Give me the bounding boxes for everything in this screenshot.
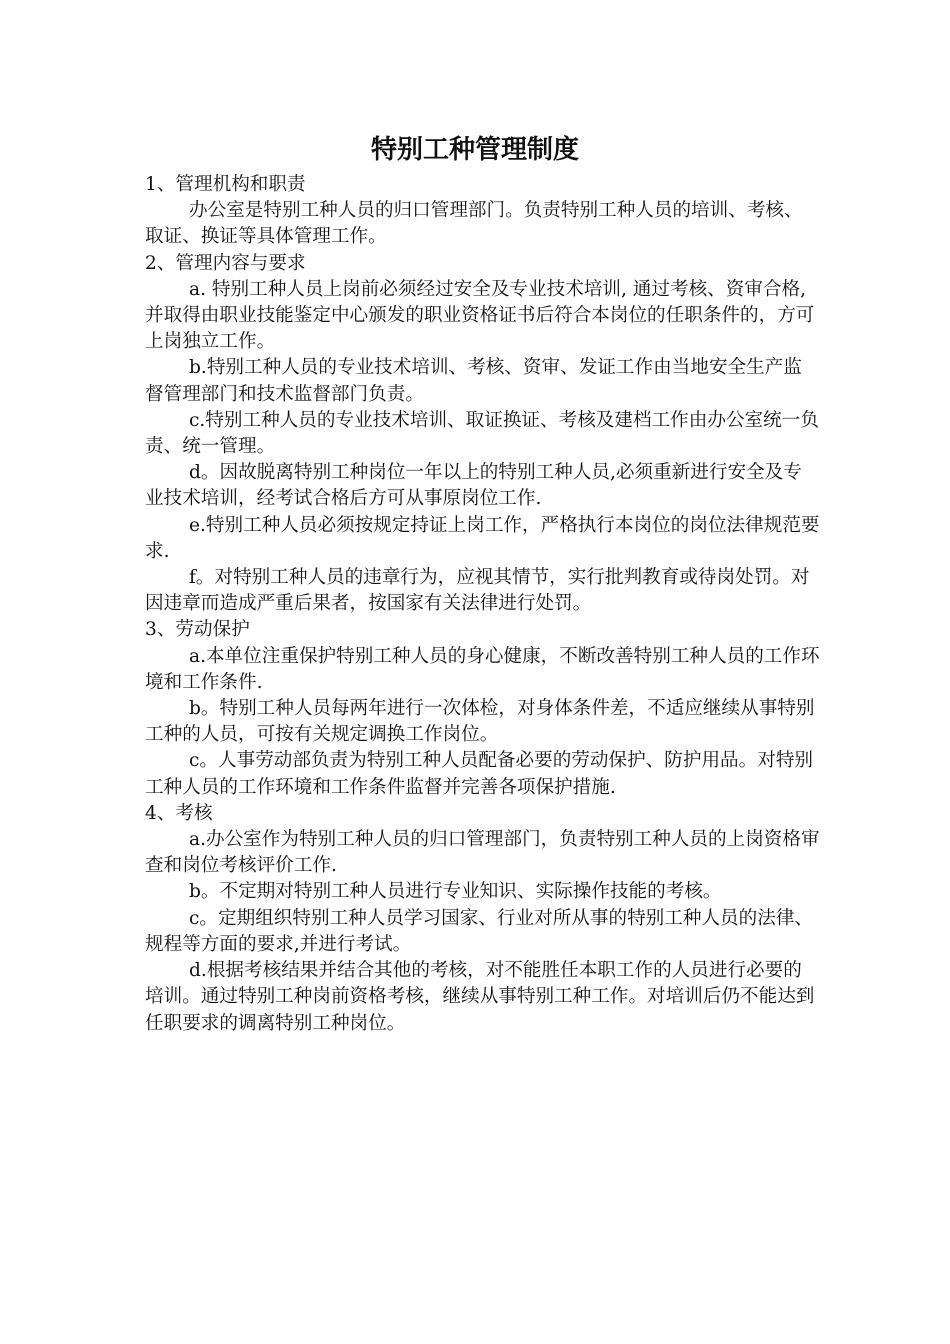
section-4-paragraph-b: b。不定期对特别工种人员进行专业知识、实际操作技能的考核。 [189,881,722,903]
section-2-paragraph-c: c.特别工种人员的专业技术培训、取证换证、考核及建档工作由办公室统一负责、统一管理。 [145,409,819,458]
section-heading-1: 1、管理机构和职责 [145,174,306,195]
section-4-paragraph-d: d.根据考核结果并结合其他的考核，对不能胜任本职工作的人员进行必要的培训。通过特别工种岗前资格考核，继续从事特别工种工作。对培训后仍不能达到任职要求的调离特别工种岗位。 [145,960,815,1034]
section-2-paragraph-d: d。因故脱离特别工种岗位一年以上的特别工种人员,必须重新进行安全及专业技术培训，经考试合格后方可从事原岗位工作. [145,462,802,510]
document-title: 特别工种管理制度 [370,135,579,165]
section-heading-3: 3、劳动保护 [145,619,250,641]
section-4-paragraph-c: c。定期组织特别工种人员学习国家、行业对所从事的特别工种人员的法律、规程等方面的要求,并进行考试。 [145,907,814,955]
section-heading-4: 4、考核 [145,802,213,824]
section-heading-2: 2、管理内容与要求 [145,252,306,274]
section-1-paragraph-1: 办公室是特别工种人员的归口管理部门。负责特别工种人员的培训、考核、取证、换证等具体管理工作。 [145,200,803,248]
section-2-paragraph-a: a. 特别工种人员上岗前必须经过安全及专业技术培训, 通过考核、资审合格, 并取得由职业技能鉴定中心颁发的职业资格证书后符合本岗位的任职条件的，方可上岗独立工作。 [145,278,815,353]
section-3-paragraph-c: c。人事劳动部负责为特别工种人员配备必要的劳动保护、防护用品。对特别工种人员的工作环境和工作条件监督并完善各项保护措施. [145,750,814,798]
section-3-paragraph-b: b。特别工种人员每两年进行一次体检，对身体条件差，不适应继续从事特别工种的人员，可按有关规定调换工作岗位。 [145,698,815,746]
document-body [145,172,820,1037]
section-2-paragraph-b: b.特别工种人员的专业技术培训、考核、资审、发证工作由当地安全生产监督管理部门和技术监督部门负责。 [145,357,802,405]
section-4-paragraph-a: a.办公室作为特别工种人员的归口管理部门，负责特别工种人员的上岗资格审查和岗位考核评价工作. [145,829,820,877]
section-2-paragraph-f: f。对特别工种人员的违章行为，应视其情节，实行批判教育或待岗处罚。对因违章而造成严重后果者，按国家有关法律进行处罚。 [145,567,810,615]
section-2-paragraph-e: e.特别工种人员必须按规定持证上岗工作，严格执行本岗位的岗位法律规范要求. [145,514,820,562]
section-3-paragraph-a: a.本单位注重保护特别工种人员的身心健康，不断改善特别工种人员的工作环境和工作条件. [145,645,820,693]
